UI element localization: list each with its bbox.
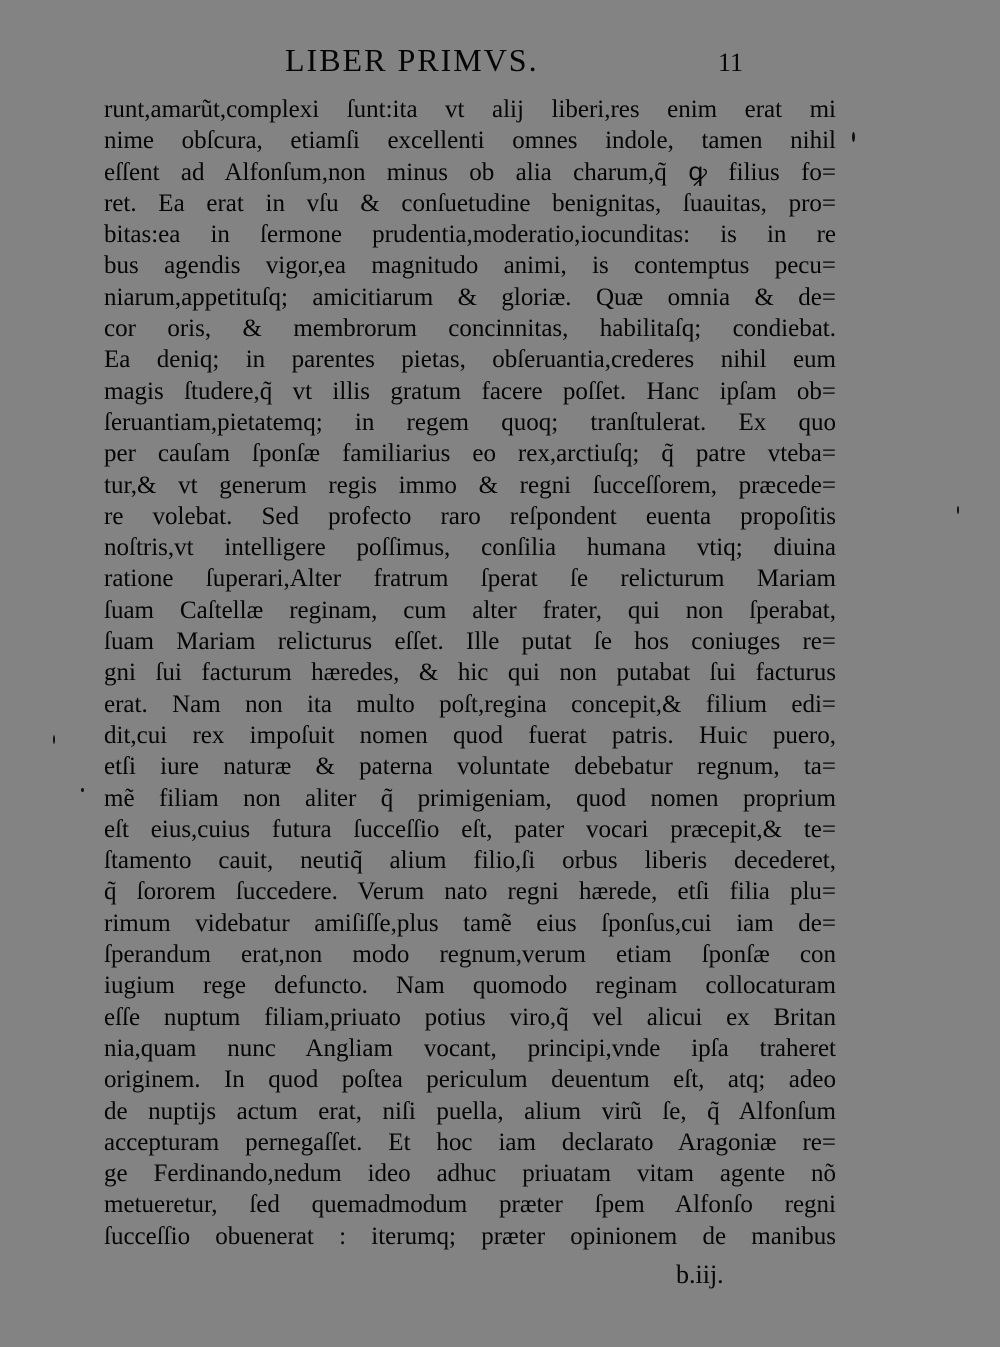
- text-line: bitas:ea in ſermone prudentia,moderatio,iocunditas: is in re: [104, 221, 836, 249]
- text-line: gni ſui facturum hæredes, & hic qui non putabat ſui facturus: [104, 659, 836, 687]
- text-line: eſt eius,cuius futura ſucceſſio eſt, pater vocari præcepit,& te=: [104, 815, 836, 843]
- folio-number: 11: [718, 48, 744, 77]
- ink-speck: [53, 735, 55, 744]
- text-line: rimum videbatur amiſiſſe,plus tamẽ eius ſponſus,cui iam de=: [104, 909, 836, 937]
- text-line: cor oris, & membrorum concinnitas, habilitaſq; condiebat.: [104, 315, 836, 343]
- text-line: nime obſcura, etiamſi excellenti omnes indole, tamen nihil: [104, 127, 836, 155]
- text-line: runt,amarũt,complexi ſunt:ita vt alij liberi,res enim erat mi: [104, 96, 836, 123]
- text-line: ſucceſſio obuenerat : iterumq; præter opinionem de manibus: [104, 1222, 836, 1250]
- text-line: originem. In quod poſtea periculum deuentum eſt, atq; adeo: [104, 1066, 836, 1094]
- text-line: noſtris,vt intelligere poſſimus, conſilia humana vtiq; diuina: [104, 534, 836, 562]
- text-line: ratione ſuperari,Alter fratrum ſperat ſe relicturum Mariam: [104, 565, 836, 593]
- text-line: per cauſam ſponſæ familiarius eo rex,arctiuſq; q̃ patre vteba=: [104, 440, 836, 468]
- text-line: ſtamento cauit, neutiq̃ alium filio,ſi orbus liberis decederet,: [104, 847, 836, 875]
- text-line: ret. Ea erat in vſu & conſuetudine benignitas, ſuauitas, pro=: [104, 189, 836, 217]
- text-line: re volebat. Sed profecto raro reſpondent euenta propoſitis: [104, 502, 836, 530]
- text-line: ge Ferdinando,nedum ideo adhuc priuatam vitam agente nõ: [104, 1160, 836, 1188]
- text-line: nia,quam nunc Angliam vocant, principi,vnde ipſa traheret: [104, 1034, 836, 1062]
- ink-speck: [957, 506, 959, 514]
- text-line: tur,& vt generum regis immo & regni ſucceſſorem, præcede=: [104, 471, 836, 499]
- text-line: ſuam Caſtellæ reginam, cum alter frater, qui non ſperabat,: [104, 596, 836, 624]
- text-line: eſſe nuptum filiam,priuato potius viro,q̃ vel alicui ex Britan: [104, 1003, 836, 1031]
- text-line: q̃ ſororem ſuccedere. Verum nato regni hærede, etſi filia plu=: [104, 878, 836, 906]
- text-line: ſperandum erat,non modo regnum,verum etiam ſponſæ con: [104, 941, 836, 969]
- text-line: metueretur, ſed quemadmodum præter ſpem Alfonſo regni: [104, 1191, 836, 1219]
- running-head: LIBER PRIMVS.: [285, 42, 539, 78]
- text-line: niarum,appetituſq; amicitiarum & gloriæ. Quæ omnia & de=: [104, 283, 836, 311]
- body-text: [104, 94, 836, 1252]
- text-line: iugium rege defuncto. Nam quomodo reginam collocaturam: [104, 972, 836, 1000]
- ink-speck: [81, 788, 84, 792]
- text-line: dit,cui rex impoſuit nomen quod fuerat patris. Huic puero,: [104, 721, 836, 749]
- text-line: eſſent ad Alfonſum,non minus ob alia charum,q̃ ꝙ filius fo=: [104, 158, 836, 186]
- text-line: erat. Nam non ita multo poſt,regina concepit,& filium edi=: [104, 690, 836, 718]
- text-line: magis ſtudere,q̃ vt illis gratum facere poſſet. Hanc ipſam ob=: [104, 377, 836, 405]
- text-line: accepturam pernegaſſet. Et hoc iam declarato Aragoniæ re=: [104, 1128, 836, 1156]
- text-line: de nuptijs actum erat, niſi puella, alium virũ ſe, q̃ Alfonſum: [104, 1097, 836, 1125]
- ink-speck: [852, 132, 855, 142]
- signature-mark: b.iij.: [676, 1260, 724, 1289]
- text-line: ſeruantiam,pietatemq; in regem quoq; tranſtulerat. Ex quo: [104, 408, 836, 436]
- text-line: bus agendis vigor,ea magnitudo animi, is contemptus pecu=: [104, 252, 836, 280]
- text-line: ſuam Mariam relicturus eſſet. Ille putat ſe hos coniuges re=: [104, 628, 836, 656]
- text-line: Ea deniq; in parentes pietas, obſeruantia,crederes nihil eum: [104, 346, 836, 374]
- text-line: mẽ filiam non aliter q̃ primigeniam, quod nomen proprium: [104, 784, 836, 812]
- text-line: etſi iure naturæ & paterna voluntate debebatur regnum, ta=: [104, 753, 836, 781]
